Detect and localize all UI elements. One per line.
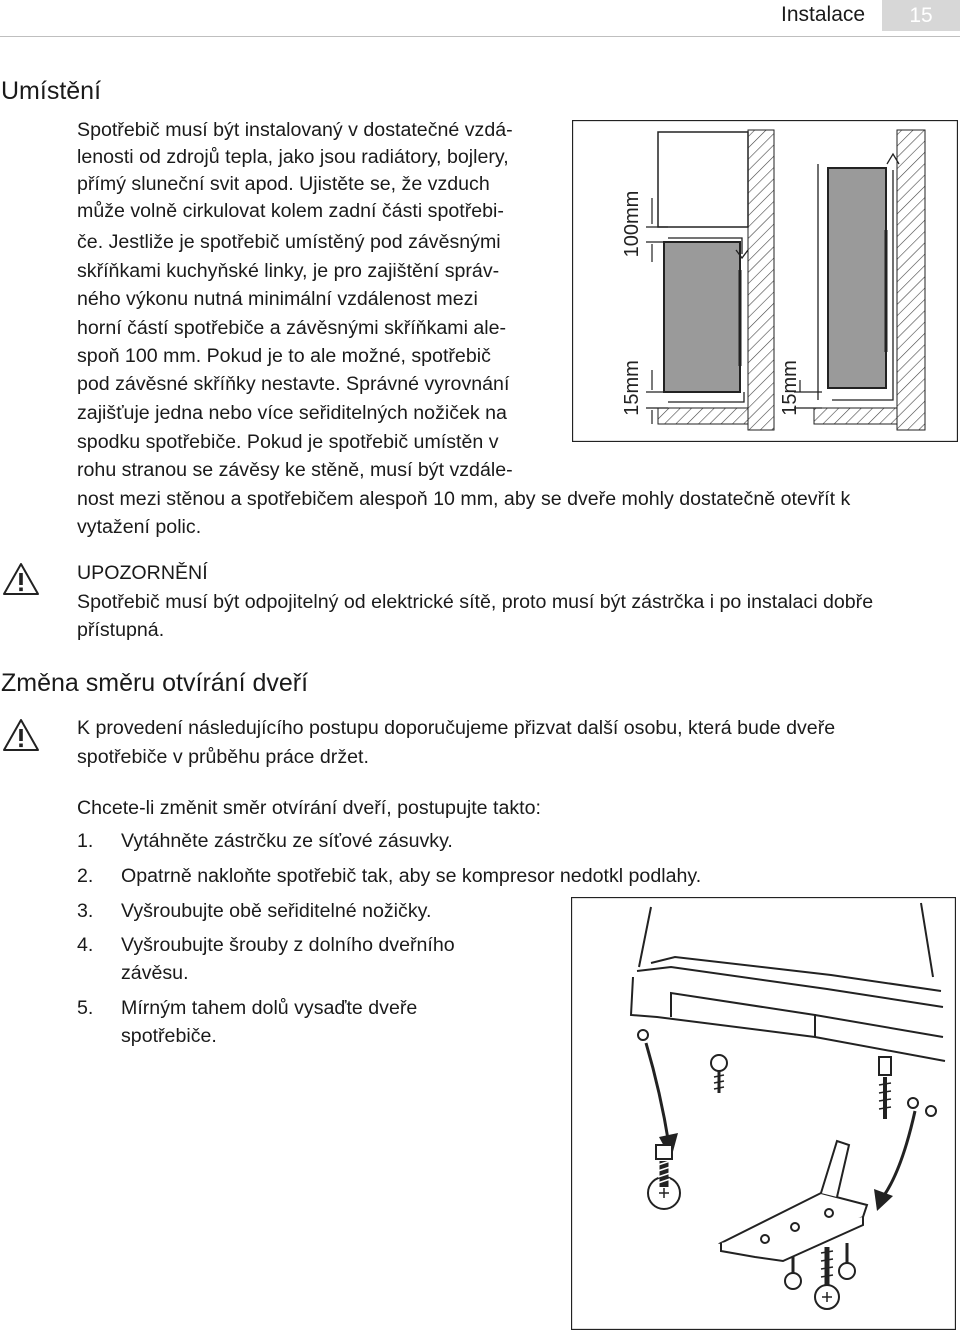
page-number: 15	[882, 0, 960, 31]
rear-wall	[748, 130, 774, 430]
warning-line: Spotřebič musí být odpojitelný od elektrické sítě, proto musí být zástrčka i po instalaci dobře	[77, 591, 874, 613]
hole	[908, 1098, 918, 1108]
floor	[658, 408, 748, 424]
paragraph-line: spodku spotřebiče. Pokud je spotřebič umístěn v	[77, 431, 499, 453]
step-text: Vyšroubujte obě seřiditelné nožičky.	[121, 900, 432, 922]
door-removal-illustration	[571, 897, 956, 1330]
step-text: Opatrně nakloňte spotřebič tak, aby se kompresor nedotkl podlahy.	[121, 865, 702, 887]
paragraph-line: če. Jestliže je spotřebič umístěný pod závěsnými	[77, 231, 501, 253]
paragraph-line: rohu stranou se závěsy ke stěně, musí být vzdále-	[77, 459, 513, 481]
warning-triangle-icon	[2, 562, 40, 596]
step-number: 4.	[77, 934, 94, 956]
wall-cabinet	[658, 132, 748, 227]
paragraph-line: pod závěsné skříňky nestavte. Správné vyrovnání	[77, 373, 510, 395]
header-divider	[0, 36, 960, 37]
step-number: 1.	[77, 830, 94, 852]
floor	[814, 408, 897, 424]
step-text: spotřebiče.	[121, 1025, 217, 1047]
clearance-label-top: 100mm	[621, 190, 643, 258]
clearance-diagram	[572, 120, 958, 442]
paragraph-line: zajišťuje jedna nebo více seřiditelných nožiček na	[77, 402, 507, 424]
step-text: Mírným tahem dolů vysaďte dveře	[121, 997, 418, 1019]
running-header-title: Instalace	[781, 3, 866, 26]
paragraph-line: horní částí spotřebiče a závěsnými skříňkami ale-	[77, 317, 507, 339]
caution-line: spotřebiče v průběhu práce držet.	[77, 746, 369, 768]
appliance	[828, 168, 886, 388]
hole	[926, 1106, 936, 1116]
step-text: závěsu.	[121, 962, 189, 984]
warning-title: UPOZORNĚNÍ	[77, 562, 208, 584]
warning-line: přístupná.	[77, 619, 165, 641]
paragraph-line: nost mezi stěnou a spotřebičem alespoň 10 mm, aby se dveře mohly dostatečně otevřít k	[77, 488, 851, 510]
section-heading-placement: Umístění	[1, 77, 102, 105]
paragraph-line: přímý sluneční svit apod. Ujistěte se, že vzduch	[77, 173, 490, 195]
paragraph-line: může volně cirkulovat kolem zadní části spotřebi-	[77, 200, 504, 222]
step-text: Vytáhněte zástrčku ze síťové zásuvky.	[121, 830, 453, 852]
paragraph-line: skříňkami kuchyňské linky, je pro zajištění správ-	[77, 260, 500, 282]
warning-triangle-icon	[2, 718, 40, 752]
side-wall	[897, 130, 925, 430]
section-heading-door-reversal: Změna směru otvírání dveří	[1, 669, 309, 697]
caution-line: K provedení následujícího postupu doporučujeme přizvat další osobu, která bude dveře	[77, 717, 836, 739]
step-number: 5.	[77, 997, 94, 1019]
step-number: 2.	[77, 865, 94, 887]
paragraph-line: vytažení polic.	[77, 516, 202, 538]
paragraph-line: spoň 100 mm. Pokud je to ale možné, spotřebič	[77, 345, 491, 367]
clearance-label-bottom-left: 15mm	[621, 360, 643, 416]
clearance-label-bottom-right: 15mm	[779, 360, 801, 416]
paragraph-line: Spotřebič musí být instalovaný v dostatečné vzdá-	[77, 119, 513, 141]
step-text: Vyšroubujte šrouby z dolního dveřního	[121, 934, 455, 956]
paragraph-line: ného výkonu nutná minimální vzdálenost mezi	[77, 288, 478, 310]
hole	[638, 1030, 648, 1040]
step-number: 3.	[77, 900, 94, 922]
paragraph-line: lenosti od zdrojů tepla, jako jsou radiátory, bojlery,	[77, 146, 509, 168]
steps-intro: Chcete-li změnit směr otvírání dveří, postupujte takto:	[77, 797, 541, 819]
appliance	[664, 242, 740, 392]
